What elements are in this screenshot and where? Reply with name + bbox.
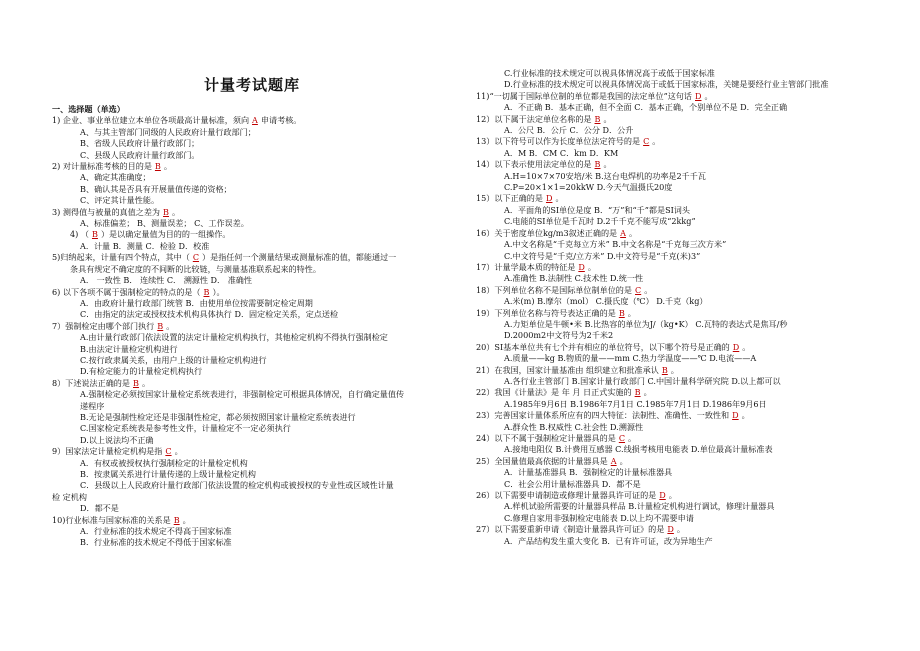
question-line xyxy=(52,207,452,218)
question-line xyxy=(476,114,876,125)
line-suffix: 。 xyxy=(171,206,181,217)
question-line xyxy=(52,298,452,309)
line-text: 27）以下需要重新申请《制造计量器具许可证》的是 xyxy=(476,524,665,535)
line-text: A.中文名称是“千克每立方米” B.中文名称是“千克每三次方米” xyxy=(504,239,727,250)
line-text: 21）在我国，国家计量基准由 组织建立和批准承认 xyxy=(476,364,659,375)
line-text: A.各行业主管部门 B.国家计量行政部门 C.中国计量科学研究院 D.以上都可以 xyxy=(504,375,781,386)
question-line xyxy=(476,273,876,284)
question-line xyxy=(476,387,876,398)
answer-blank: D xyxy=(545,193,553,204)
question-line xyxy=(476,171,876,182)
answer-blank: B xyxy=(203,286,210,297)
line-text: 19）下列单位名称与符号表达正确的是 xyxy=(476,307,616,318)
line-text: A．计量基准器具 B．强制检定的计量标准器具 xyxy=(504,467,673,478)
line-text: 7）强制检定由哪个部门执行 xyxy=(52,320,155,331)
answer-blank: C xyxy=(643,136,650,147)
answer-blank: A xyxy=(620,227,627,238)
question-line xyxy=(52,355,452,366)
line-suffix: 。 xyxy=(166,320,175,331)
line-text: 11)“一切属于国际单位制的单位都是我国的法定单位”这句话 xyxy=(476,90,692,101)
line-suffix: 。 xyxy=(141,377,151,388)
question-line xyxy=(476,330,876,341)
question-line xyxy=(476,490,876,501)
question-line xyxy=(52,492,452,503)
line-text: 25）全国量值最高依据的计量器具是 xyxy=(476,455,608,466)
line-text: A．计量 B．测量 C．检验 D．校准 xyxy=(80,240,210,251)
question-line xyxy=(52,241,452,252)
question-line xyxy=(52,378,452,389)
question-line xyxy=(476,216,876,227)
line-suffix: 。 xyxy=(668,490,677,501)
question-line xyxy=(476,433,876,444)
answer-blank: B xyxy=(91,229,98,240)
line-text: 8）下述说法正确的是 xyxy=(52,377,130,388)
answer-blank: B xyxy=(618,307,625,318)
question-line xyxy=(52,389,452,400)
line-text: A．平面角的SI单位是度 B．“万”和“千”都是SI词头 xyxy=(504,204,690,215)
line-text: 6) 以下各项不属于强制检定的特点的是（ xyxy=(52,286,201,297)
line-text: C．社会公用计量标准器具 D．都不是 xyxy=(504,478,641,489)
line-text: A．产品结构发生重大变化 B．已有许可证，改为异地生产 xyxy=(504,535,713,546)
line-suffix: 。 xyxy=(587,261,596,272)
line-suffix: 。 xyxy=(644,284,653,295)
answer-blank: D xyxy=(667,524,674,535)
line-suffix: 。 xyxy=(174,446,183,457)
line-suffix: 。 xyxy=(628,433,637,443)
question-line xyxy=(52,526,452,537)
question-line xyxy=(476,193,876,204)
question-line xyxy=(476,422,876,433)
question-line xyxy=(476,456,876,467)
line-text: 18）下列单位名称不是国际单位制单位的是 xyxy=(476,284,632,295)
question-line xyxy=(52,252,452,263)
line-text: A.接地电阻仪 B.计费用互感器 C.线损考核用电能表 D.单位最高计量标准表 xyxy=(504,444,773,455)
line-suffix: 。 xyxy=(555,193,564,204)
question-line xyxy=(476,513,876,524)
line-suffix: 。 xyxy=(676,524,685,535)
answer-blank: D xyxy=(695,90,702,101)
line-suffix: 。 xyxy=(742,341,751,352)
line-text: C.P=20×1×1=20kkW D.今天气温摄氏20度 xyxy=(504,182,673,193)
question-line xyxy=(476,444,876,455)
line-suffix: 。 xyxy=(652,136,661,147)
line-text: B．按隶属关系进行计量传递的上级计量检定机构 xyxy=(80,469,256,479)
question-line xyxy=(476,467,876,478)
line-suffix: 。 xyxy=(182,514,191,525)
line-text: 14）以下表示使用法定单位的是 xyxy=(476,159,592,170)
line-suffix: 。 xyxy=(627,307,636,318)
question-line xyxy=(476,136,876,147)
question-line xyxy=(476,228,876,239)
line-text: B.无论是强制性检定还是非强制性检定，都必须按照国家计量检定系统表进行 xyxy=(80,411,356,422)
question-line xyxy=(476,342,876,353)
line-text: A．不正确 B．基本正确，但不全面 C．基本正确，个别单位不是 D．完全正确 xyxy=(504,102,788,113)
line-text: A．M B．CM C．km D．KM xyxy=(504,147,619,158)
question-line xyxy=(52,264,452,275)
line-text: A.H=10×7×70安培/米 B.这台电焊机的功率是2千千瓦 xyxy=(504,170,706,181)
line-text: 13）以下符号可以作为长度单位法定符号的是 xyxy=(476,136,641,147)
question-line xyxy=(52,458,452,469)
question-line xyxy=(52,229,452,240)
question-line xyxy=(52,344,452,355)
answer-blank: A xyxy=(252,115,258,126)
line-text: A．由政府计量行政部门统管 B．由使用单位按需要制定检定周期 xyxy=(80,297,313,308)
answer-blank: B xyxy=(594,113,601,124)
question-line xyxy=(52,218,452,229)
line-suffix: 。 xyxy=(619,455,628,466)
line-text: 24）以下不属于强制检定计量器具的是 xyxy=(476,433,616,443)
question-line xyxy=(52,161,452,172)
question-line xyxy=(52,423,452,434)
line-text: C.电能的SI单位是千瓦时 D.2千千克不能写成“2kkg” xyxy=(504,216,696,227)
question-line xyxy=(476,182,876,193)
line-suffix: 。 xyxy=(603,159,612,170)
line-text: 3) 测得值与被量的真值之差为 xyxy=(52,206,161,217)
question-line xyxy=(476,308,876,319)
answer-blank: B xyxy=(157,320,164,331)
line-suffix: 。 xyxy=(704,90,713,101)
line-text: D.行业标准的技术规定可以视具体情况高于或低于国家标准，关键是要经行业主管部门批准 xyxy=(504,79,829,90)
line-text: A．公尺 B．公斤 C．公分 D．公升 xyxy=(504,125,634,136)
line-text: C.按行政隶属关系，由用户上级的计量检定机构进行 xyxy=(80,354,267,365)
answer-blank: B xyxy=(133,377,139,388)
line-text: 17）计量学最本质的特征是 xyxy=(476,261,576,272)
line-text: C.国家检定系统表是参考性文件，计量检定不一定必须执行 xyxy=(80,423,291,434)
line-suffix: ）。 xyxy=(212,286,225,297)
answer-blank: D xyxy=(659,490,666,501)
line-text: A． 一致性 B． 连续性 C． 溯源性 D． 准确性 xyxy=(80,275,252,286)
question-line xyxy=(476,125,876,136)
question-line xyxy=(52,537,452,548)
right-column xyxy=(476,0,876,547)
line-suffix: 。 xyxy=(670,364,679,375)
answer-blank: C xyxy=(192,252,200,263)
line-text: B、省级人民政府计量行政部门； xyxy=(80,138,200,149)
question-line xyxy=(52,435,452,446)
answer-blank: C xyxy=(618,433,626,443)
line-text: 条具有规定不确定度的不间断的比较链，与测量基准联系起来的特性。 xyxy=(70,263,321,274)
question-line xyxy=(476,524,876,535)
question-line xyxy=(52,503,452,514)
line-text: C、评定其计量性能。 xyxy=(80,195,160,206)
line-text: D.以上说法均不正确 xyxy=(80,434,154,445)
answer-blank: B xyxy=(661,364,668,375)
line-text: 9）国家法定计量检定机构是指 xyxy=(52,446,163,457)
line-text: B．行业标准的技术规定不得低于国家标准 xyxy=(80,537,232,548)
line-text: 22）我国《计量法》是 年 月 日正式实施的 xyxy=(476,387,632,398)
question-line xyxy=(476,296,876,307)
question-line xyxy=(52,469,452,480)
question-line xyxy=(476,410,876,421)
question-line xyxy=(52,127,452,138)
line-text: B、确认其是否具有开展量值传递的资格； xyxy=(80,183,232,194)
line-text: A．行业标准的技术规定不得高于国家标准 xyxy=(80,526,232,537)
page-title: 计量考试题库 xyxy=(203,76,300,94)
left-column xyxy=(52,0,452,549)
line-text: A.由计量行政部门依法设置的法定计量检定机构执行，其他检定机构不得执行强制检定 xyxy=(80,332,388,343)
question-line xyxy=(52,195,452,206)
answer-blank: B xyxy=(634,387,641,398)
line-text: 5)归纳起来，计量有四个特点，其中（ xyxy=(52,252,190,263)
line-text: 12）以下属于法定单位名称的是 xyxy=(476,113,592,124)
line-text: A.1985年9月6日 B.1986年7月1日 C.1985年7月1日 D.1986年9月6日 xyxy=(504,398,767,409)
question-line xyxy=(476,501,876,512)
question-line xyxy=(476,79,876,90)
line-text: A、标准偏差； B、测量误差； C、工作误差。 xyxy=(80,218,249,229)
line-text: A．有权或被授权执行强制检定的计量检定机构 xyxy=(80,457,248,468)
question-line xyxy=(476,148,876,159)
line-text: A、与其主管部门同级的人民政府计量行政部门； xyxy=(80,126,256,137)
line-text: 检 定机构 xyxy=(52,491,87,502)
line-text: D.2000m2中文符号为2千米2 xyxy=(504,330,614,341)
line-text: A.样机试验所需要的计量器具样品 B.计量检定机构进行调试，修理计量器具 xyxy=(504,501,775,512)
line-text: C.修理自家用非强制检定电能表 D.以上均不需要申请 xyxy=(504,512,694,523)
question-line xyxy=(52,401,452,412)
question-line xyxy=(476,319,876,330)
line-text: C.中文符号是“千克/立方米” D.中文符号是“千克(米)3” xyxy=(504,250,701,261)
question-line xyxy=(476,102,876,113)
answer-blank: D xyxy=(732,341,740,352)
line-text: 23）完善国家计量体系所应有的四大特征：法制性、准确性、一致性和 xyxy=(476,410,730,421)
question-line xyxy=(52,412,452,423)
line-text: A.米(m) B.摩尔（mol） C.摄氏度（℃） D.千克（kg） xyxy=(504,296,708,307)
line-text: C.行业标准的技术规定可以视具体情况高于或低于国家标准 xyxy=(504,68,715,78)
question-line xyxy=(52,321,452,332)
question-line xyxy=(52,138,452,149)
line-text: A.质量——kg B.物质的量——mm C.热力学温度——℃ D.电流——A xyxy=(504,353,757,364)
question-line xyxy=(52,150,452,161)
line-text: 10)行业标准与国家标准的关系是 xyxy=(52,514,171,525)
line-text: A.群众性 B.权威性 C.社会性 D.溯源性 xyxy=(504,421,644,432)
line-suffix: 。 xyxy=(163,161,172,172)
line-text: 20）SI基本单位共有七个并有相应的单位符号，以下哪个符号是正确的 xyxy=(476,341,730,352)
line-suffix: ）是指任何一个测量结果或测量标准的值，都能通过一 xyxy=(202,252,397,263)
line-text: C．县级以上人民政府计量行政部门依法设置的检定机构或被授权的专业性或区域性计量 xyxy=(80,480,394,491)
question-line xyxy=(52,332,452,343)
answer-blank: D xyxy=(732,410,739,421)
line-text: 16）关于密度单位kg/m3叙述正确的是 xyxy=(476,227,618,238)
line-text: C、县级人民政府计量行政部门。 xyxy=(80,149,200,160)
line-text: D．都不是 xyxy=(80,503,119,514)
line-suffix: 。 xyxy=(643,387,652,398)
question-line xyxy=(476,536,876,547)
line-text: C．由指定的法定或授权技术机构具体执行 D．固定检定关系，定点送检 xyxy=(80,309,339,320)
line-text: 4) （ xyxy=(70,229,89,240)
answer-blank: B xyxy=(594,159,601,170)
line-suffix: ）是以确定量值为目的的一组操作。 xyxy=(100,229,231,240)
answer-blank: B xyxy=(163,206,169,217)
question-line xyxy=(52,275,452,286)
question-line xyxy=(52,184,452,195)
line-suffix: 。 xyxy=(603,113,612,124)
question-line xyxy=(52,115,452,126)
question-line xyxy=(52,446,452,457)
line-text: A.强制检定必须按国家计量检定系统表进行，非强制检定可根据具体情况，自行确定量值传 xyxy=(80,389,405,400)
question-line xyxy=(52,309,452,320)
question-line xyxy=(476,262,876,273)
line-suffix: 申请考核。 xyxy=(260,115,302,126)
answer-blank: A xyxy=(610,455,617,466)
question-line xyxy=(52,366,452,377)
question-line xyxy=(476,353,876,364)
answer-blank: B xyxy=(173,514,180,525)
answer-blank: D xyxy=(578,261,585,272)
question-line xyxy=(476,159,876,170)
line-text: 2) 对计量标准考核的目的是 xyxy=(52,161,152,172)
line-text: A.力矩单位是牛顿•米 B.比热容的单位为J/（kg•K） C.瓦特的表达式是焦耳/秒 xyxy=(504,318,788,329)
answer-blank: C xyxy=(165,446,172,457)
line-text: 15）以下正确的是 xyxy=(476,193,543,204)
answer-blank: B xyxy=(154,161,161,172)
line-text: 1) 企业、事业单位建立本单位各项最高计量标准，须向 xyxy=(52,115,250,126)
question-line xyxy=(476,376,876,387)
question-line xyxy=(476,479,876,490)
question-line xyxy=(52,287,452,298)
question-line xyxy=(52,480,452,491)
question-line xyxy=(476,251,876,262)
line-text: 26）以下需要申请制造或修理计量器具许可证的是 xyxy=(476,490,657,501)
question-line xyxy=(52,515,452,526)
line-text: A.准确性 B.法制性 C.技术性 D.统一性 xyxy=(504,273,644,284)
section-heading: 一、选择题（单选） xyxy=(52,104,125,114)
question-line xyxy=(476,399,876,410)
line-text: A、确定其准确度； xyxy=(80,172,151,183)
line-suffix: 。 xyxy=(629,227,638,238)
question-line xyxy=(476,91,876,102)
question-line xyxy=(476,68,876,79)
line-suffix: 。 xyxy=(741,410,750,421)
question-line xyxy=(476,365,876,376)
answer-blank: C xyxy=(635,284,642,295)
question-line xyxy=(52,172,452,183)
question-line xyxy=(476,285,876,296)
line-text: D.有检定能力的计量检定机构执行 xyxy=(80,366,203,377)
question-line xyxy=(476,239,876,250)
question-line xyxy=(476,205,876,216)
line-text: B.由法定计量检定机构进行 xyxy=(80,343,178,354)
line-text: 递程序 xyxy=(80,400,105,411)
